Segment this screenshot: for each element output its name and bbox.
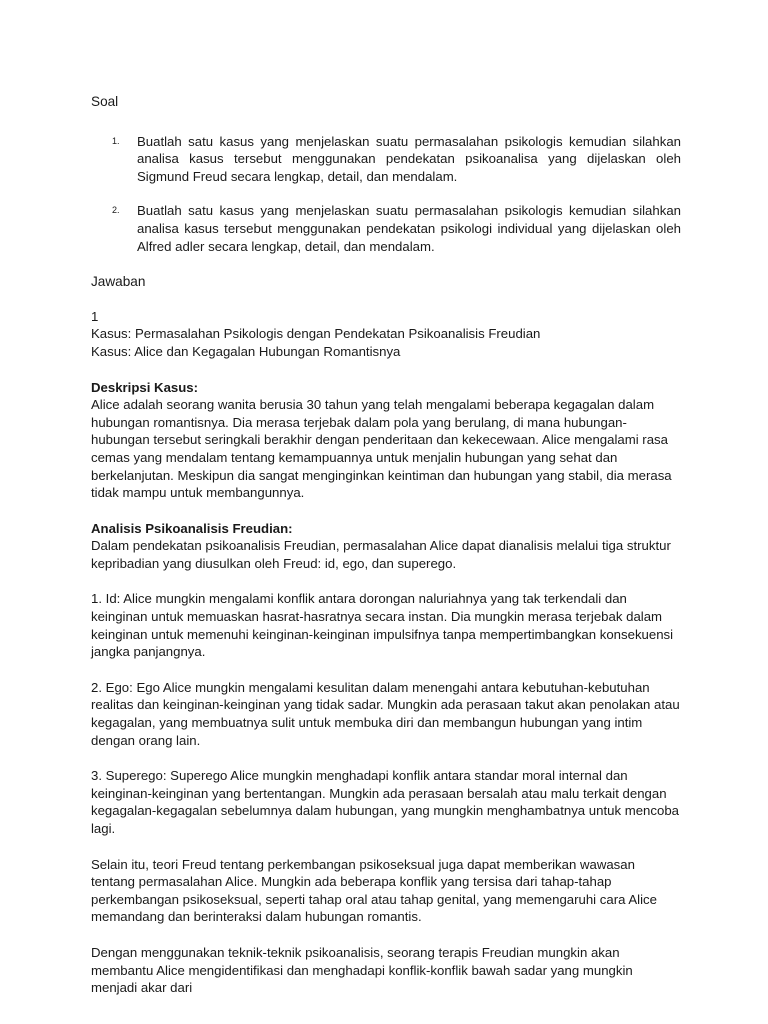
analisis-section (91, 520, 681, 573)
answer-section (91, 308, 681, 997)
question-text: Buatlah satu kasus yang menjelaskan suatu permasalahan psikologis kemudian silahkan analisa kasus tersebut menggunakan pendekatan psikologi individual yang dijelaskan oleh Alfred adler secara lengkap, detail, dan mendalam. (137, 203, 681, 254)
question-item-1 (91, 133, 681, 186)
analysis-point-id: 1. Id: Alice mungkin mengalami konflik antara dorongan naluriahnya yang tak terkendali dan keinginan untuk memuaskan hasrat-hasratnya secara instan. Dia mungkin merasa terjebak dalam keinginan untuk memenuhi keinginan-keinginan impulsifnya tanpa mempertimbangkan konsekuensi jangka panjangnya. (91, 591, 674, 660)
section-body: Dalam pendekatan psikoanalisis Freudian, permasalahan Alice dapat dianalisis melalui tiga struktur kepribadian yang diusulkan oleh Freud: id, ego, dan superego. (91, 538, 671, 571)
section-title: Deskripsi Kasus: (91, 379, 199, 395)
question-item-2 (91, 202, 681, 255)
closing-paragraph: Selain itu, teori Freud tentang perkembangan psikoseksual juga dapat memberikan wawasan tentang permasalahan Alice. Mungkin ada beberapa konflik yang tersisa dari tahap-tahap perkembangan psikoseksual, seperti tahap oral atau tahap genital, yang memengaruhi cara Alice memandang dan berinteraksi dalam hubungan romantis. (91, 856, 657, 925)
question-number: 2. (112, 205, 120, 216)
deskripsi-section (91, 379, 681, 502)
kasus-line: Kasus: Alice dan Kegagalan Hubungan Romantisnya (91, 343, 401, 359)
closing-paragraph: Dengan menggunakan teknik-teknik psikoanalisis, seorang terapis Freudian mungkin akan membantu Alice mengidentifikasi dan menghadapi konflik-konflik bawah sadar yang mungkin menjadi akar dari (91, 944, 633, 996)
question-list (91, 133, 681, 256)
kasus-line: Kasus: Permasalahan Psikologis dengan Pendekatan Psikoanalisis Freudian (91, 326, 541, 342)
analysis-point-ego: 2. Ego: Ego Alice mungkin mengalami kesulitan dalam menengahi antara kebutuhan-kebutuhan realitas dan keinginan-keinginan yang tidak sadar. Mungkin ada perasaan takut akan penolakan atau kegagalan, yang membuatnya sulit untuk membuka diri dan membangun hubungan yang intim dengan orang lain. (91, 679, 680, 748)
question-number: 1. (112, 135, 120, 146)
section-body: Alice adalah seorang wanita berusia 30 tahun yang telah mengalami beberapa kegagalan dalam hubungan romantisnya. Dia merasa terjebak dalam pola yang berulang, di mana hubungan-hubungan tersebut seringkali berakhir dengan penderitaan dan kekecewaan. Alice mengalami rasa cemas yang mendalam tentang kemampuannya untuk menjalin hubungan yang sehat dan berkelanjutan. Meskipun dia sangat menginginkan keintiman dan hubungan yang stabil, dia merasa tidak mampu untuk membangunnya. (91, 397, 672, 501)
document-page (91, 93, 681, 997)
answer-number: 1 (91, 308, 99, 324)
section-title: Analisis Psikoanalisis Freudian: (91, 520, 293, 536)
question-text: Buatlah satu kasus yang menjelaskan suatu permasalahan psikologis kemudian silahkan analisa kasus tersebut menggunakan pendekatan psikoanalisa yang dijelaskan oleh Sigmund Freud secara lengkap, detail, dan mendalam. (137, 133, 681, 184)
soal-heading: Soal (91, 94, 119, 109)
analysis-point-superego: 3. Superego: Superego Alice mungkin menghadapi konflik antara standar moral internal dan keinginan-keinginan yang bertentangan. Mungkin ada perasaan bersalah atau malu terkait dengan kegagalan-kegagalan sebelumnya dalam hubungan, yang mungkin menghambatnya untuk mencoba lagi. (91, 768, 679, 836)
jawaban-heading: Jawaban (91, 274, 146, 290)
